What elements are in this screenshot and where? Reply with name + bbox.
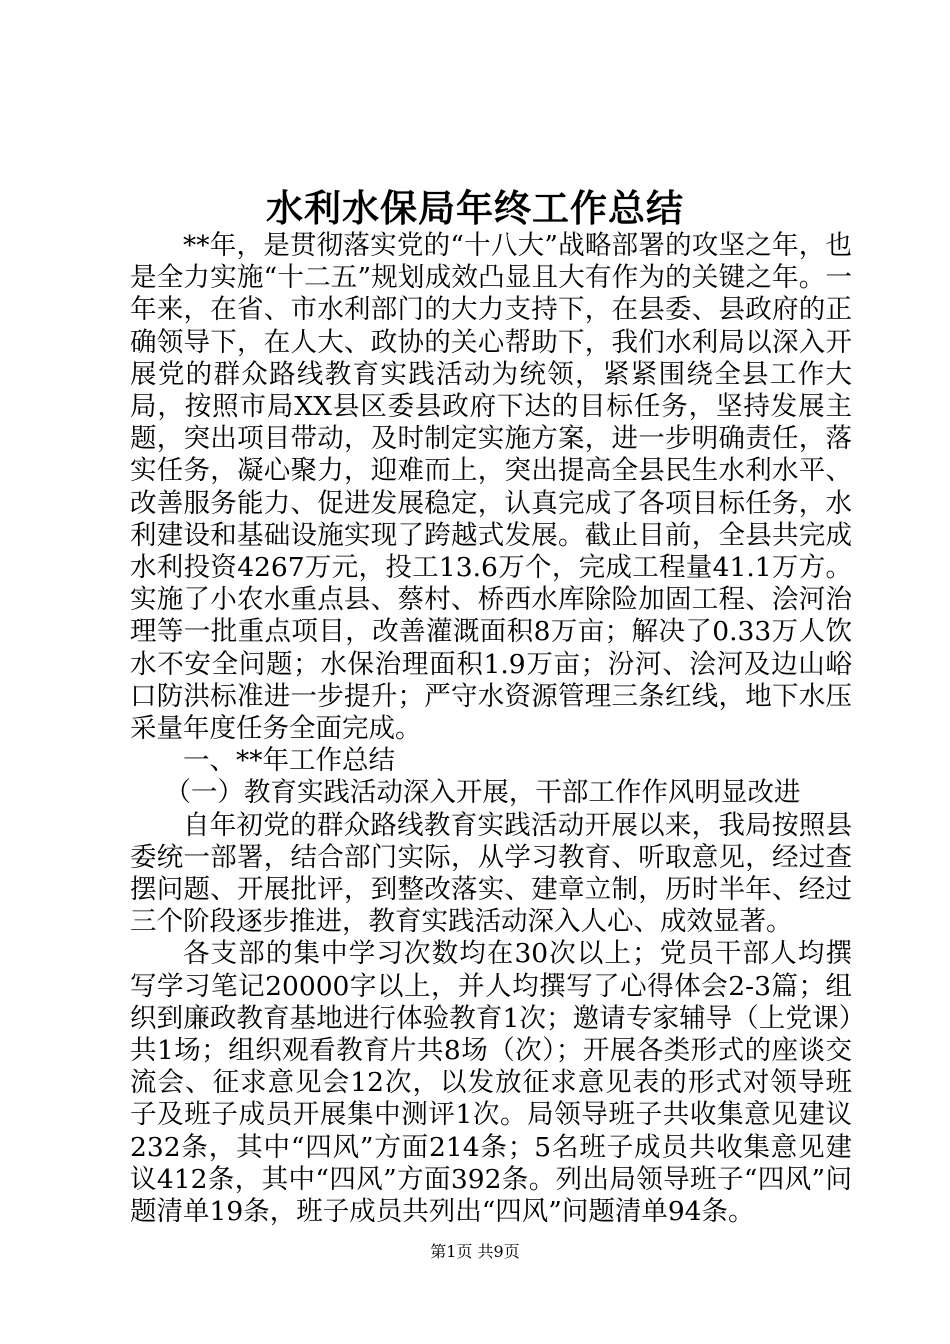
section-heading: 一、**年工作总结 xyxy=(183,745,395,777)
page-footer: 第1页 共9页 xyxy=(430,1242,520,1261)
document-body xyxy=(130,230,852,1228)
body-paragraph-2: 各支部的集中学习次数均在30次以上；党员干部人均撰写学习笔记20000字以上，并人均撰写了心得体会2-3篇；组织到廉政教育基地进行体验教育1次；邀请专家辅导（上党课）共1场；组织观看教育片共8场（次）；开展各类形式的座谈交流会、征求意见会12次，以发放征求意见表的形式对领导班子及班子成员开展集中测评1次。局领导班子共收集意见建议232条，其中“四风”方面214条；5名班子成员共收集意见建议412条，其中“四风”方面392条。列出局领导班子“四风”问题清单19条，班子成员共列出“四风”问题清单94条。 xyxy=(130,938,852,1228)
subsection-heading: （一）教育实践活动深入开展，干部工作作风明显改进 xyxy=(164,777,801,809)
document-title: 水利水保局年终工作总结 xyxy=(266,186,684,230)
intro-paragraph: **年，是贯彻落实党的“十八大”战略部署的攻坚之年，也是全力实施“十二五”规划成效凸显且大有作为的关键之年。一年来，在省、市水利部门的大力支持下，在县委、县政府的正确领导下，在人大、政协的关心帮助下，我们水利局以深入开展党的群众路线教育实践活动为统领，紧紧围绕全县工作大局，按照市局XX县区委县政府下达的目标任务，坚持发展主题，突出项目带动，及时制定实施方案，进一步明确责任，落实任务，凝心聚力，迎难而上，突出提高全县民生水利水平、改善服务能力、促进发展稳定，认真完成了各项目标任务，水利建设和基础设施实现了跨越式发展。截止目前，全县共完成水利投资4267万元，投工13.6万个，完成工程量41.1万方。实施了小农水重点县、蔡村、桥西水库除险加固工程、浍河治理等一批重点项目，改善灌溉面积8万亩；解决了0.33万人饮水不安全问题；水保治理面积1.9万亩；汾河、浍河及边山峪口防洪标准进一步提升；严守水资源管理三条红线，地下水压采量年度任务全面完成。 xyxy=(130,230,852,745)
body-paragraph-1: 自年初党的群众路线教育实践活动开展以来，我局按照县委统一部署，结合部门实际，从学习教育、听取意见，经过查摆问题、开展批评，到整改落实、建章立制，历时半年、经过三个阶段逐步推进，教育实践活动深入人心、成效显著。 xyxy=(130,809,852,938)
